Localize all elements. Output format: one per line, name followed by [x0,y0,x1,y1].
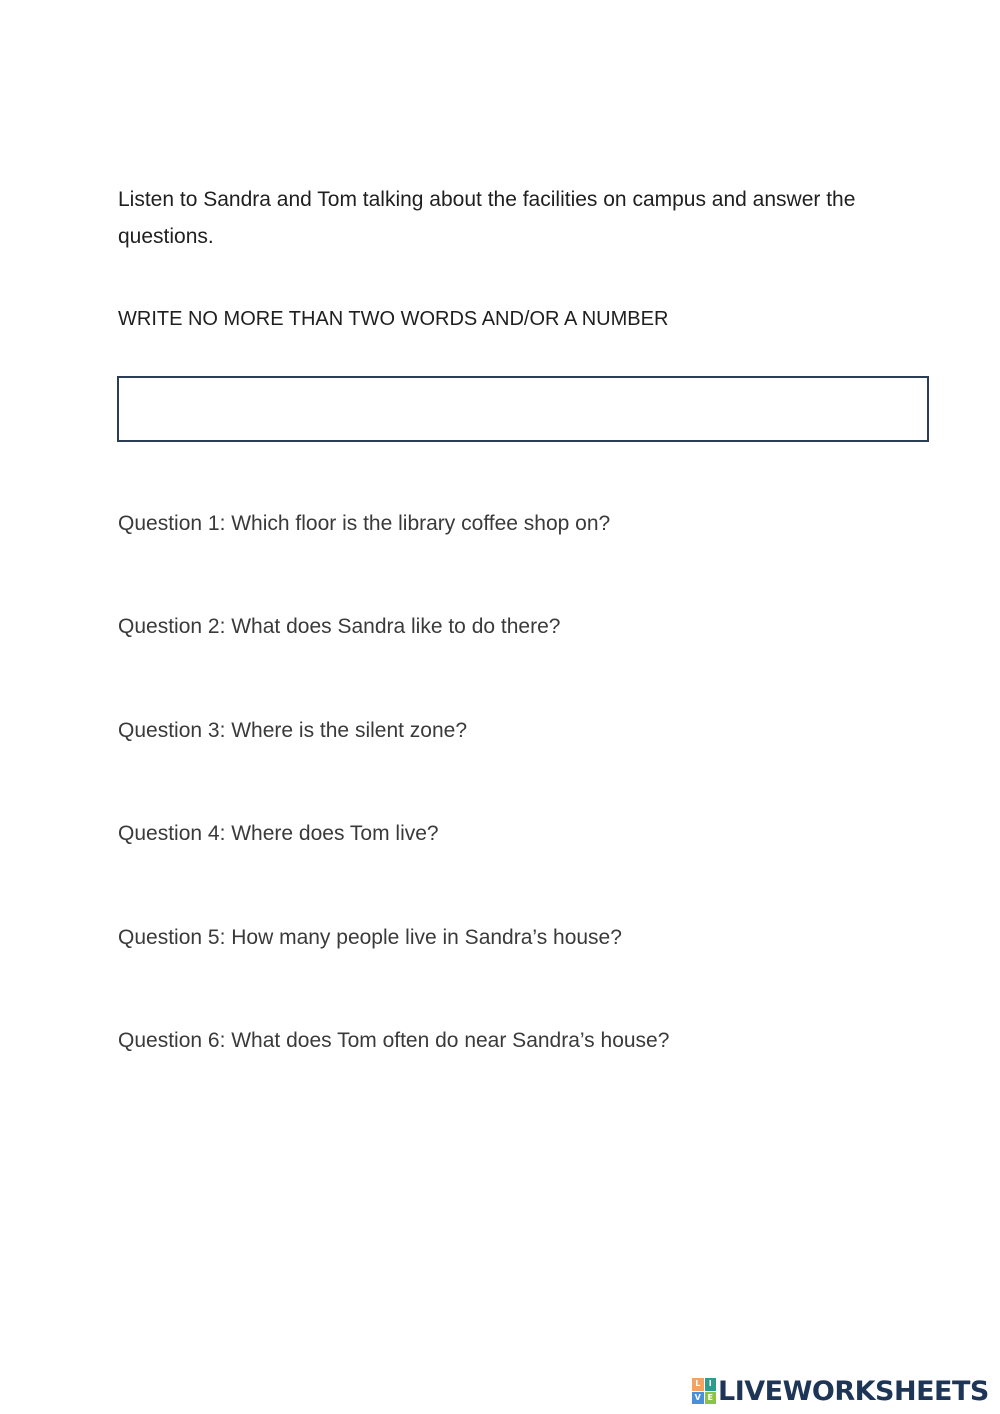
question-6: Question 6: What does Tom often do near Sandra’s house? [118,1029,670,1052]
question-3: Question 3: Where is the silent zone? [118,719,468,742]
liveworksheets-logo [692,1374,989,1408]
logo-mark-cell: E [705,1392,717,1405]
logo-mark-cell: I [705,1378,717,1391]
question-5: Question 5: How many people live in Sandra’s house? [118,926,622,949]
logo-mark-cell: L [692,1378,704,1391]
answer-input-box[interactable] [117,376,929,442]
question-1: Question 1: Which floor is the library coffee shop on? [118,512,611,535]
logo-wordmark: LIVEWORKSHEETS [718,1375,989,1407]
instructions-text: Listen to Sandra and Tom talking about the facilities on campus and answer the questions. [118,188,856,248]
word-limit-rule: WRITE NO MORE THAN TWO WORDS AND/OR A NUMBER [118,308,669,330]
logo-mark-icon [692,1378,716,1404]
logo-mark-cell: V [692,1392,704,1405]
question-4: Question 4: Where does Tom live? [118,822,439,845]
question-2: Question 2: What does Sandra like to do there? [118,615,561,638]
